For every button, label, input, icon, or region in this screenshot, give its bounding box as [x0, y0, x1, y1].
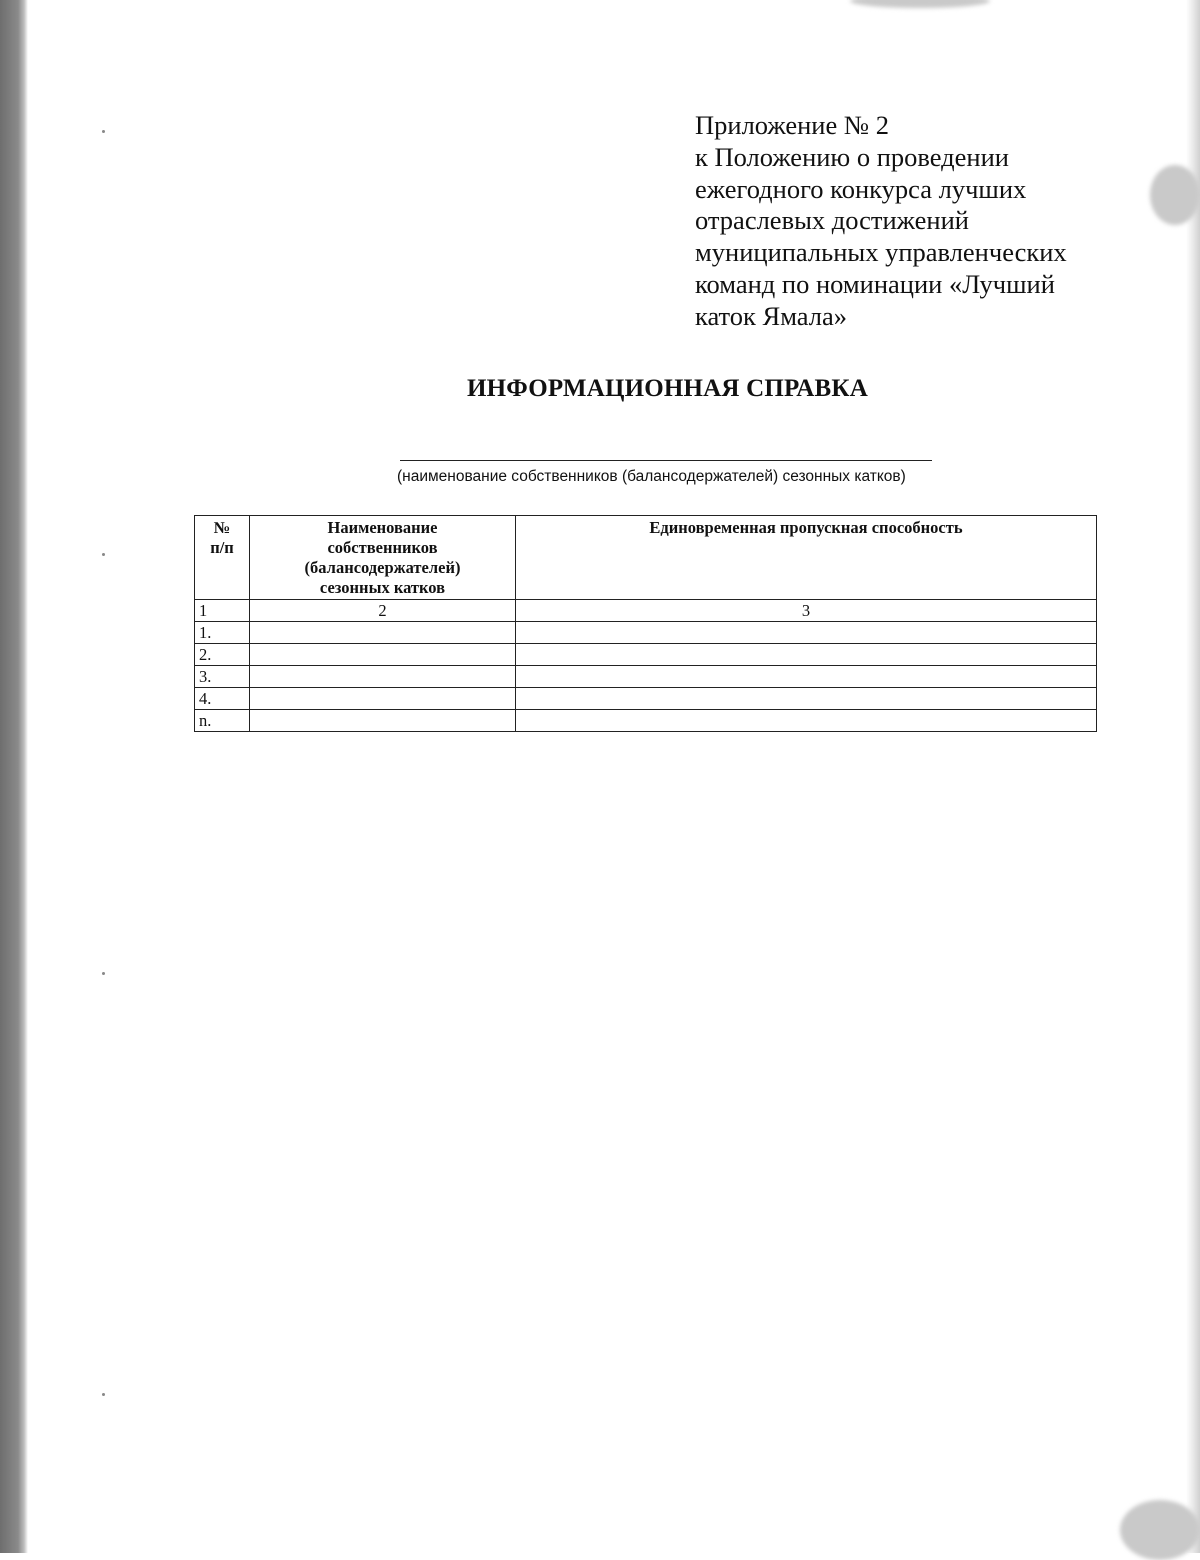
appendix-line: отраслевых достижений	[695, 205, 969, 236]
scan-edge-left	[0, 0, 28, 1553]
row-name-cell[interactable]	[250, 688, 516, 710]
row-name-cell[interactable]	[250, 622, 516, 644]
scan-dot	[102, 972, 105, 975]
scan-dot	[102, 1393, 105, 1396]
header-name-line: сезонных катков	[319, 578, 446, 597]
appendix-line: команд по номинации «Лучший	[695, 268, 1055, 299]
appendix-line: муниципальных управленческих	[695, 237, 1067, 268]
header-num-line: №	[213, 518, 231, 537]
row-name-cell[interactable]	[250, 666, 516, 688]
scan-edge-right	[1186, 0, 1200, 1553]
table-row	[195, 644, 1097, 666]
header-num-line: п/п	[210, 538, 234, 557]
column-number-row	[195, 600, 1097, 622]
row-num: 3.	[195, 666, 250, 688]
owner-fill-caption: (наименование собственников (балансодержателей) сезонных катков)	[397, 468, 906, 485]
row-capacity-cell[interactable]	[516, 688, 1097, 710]
info-table	[194, 515, 1097, 732]
scan-dot	[102, 553, 105, 556]
document-title: ИНФОРМАЦИОННАЯ СПРАВКА	[466, 375, 869, 402]
row-capacity-cell[interactable]	[516, 644, 1097, 666]
header-name-line: (балансодержателей)	[304, 558, 461, 577]
appendix-line: ежегодного конкурса лучших	[695, 173, 1027, 204]
row-num: 4.	[195, 688, 250, 710]
appendix-line: Приложение № 2	[695, 110, 890, 140]
header-num	[195, 516, 250, 600]
row-num: n.	[195, 710, 250, 732]
table-row	[195, 666, 1097, 688]
scan-smudge	[1150, 165, 1200, 225]
header-capacity: Единовременная пропускная способность	[516, 516, 1097, 600]
row-capacity-cell[interactable]	[516, 710, 1097, 732]
owner-fill-line	[400, 460, 932, 461]
header-name	[250, 516, 516, 600]
table-row	[195, 622, 1097, 644]
table-row	[195, 688, 1097, 710]
row-num: 2.	[195, 644, 250, 666]
row-name-cell[interactable]	[250, 710, 516, 732]
table-header-row	[195, 516, 1097, 600]
scan-dot	[102, 130, 105, 133]
appendix-line: к Положению о проведении	[695, 141, 1009, 172]
table-row	[195, 710, 1097, 732]
scan-smudge	[1120, 1500, 1200, 1560]
appendix-line: каток Ямала»	[695, 300, 848, 331]
column-number: 2	[250, 600, 516, 622]
scan-smudge	[850, 0, 990, 8]
row-capacity-cell[interactable]	[516, 666, 1097, 688]
row-capacity-cell[interactable]	[516, 622, 1097, 644]
row-num: 1.	[195, 622, 250, 644]
appendix-reference	[695, 110, 1115, 333]
header-name-line: собственников	[327, 538, 438, 557]
column-number: 3	[516, 600, 1097, 622]
row-name-cell[interactable]	[250, 644, 516, 666]
column-number: 1	[195, 600, 250, 622]
header-name-line: Наименование	[327, 518, 438, 537]
